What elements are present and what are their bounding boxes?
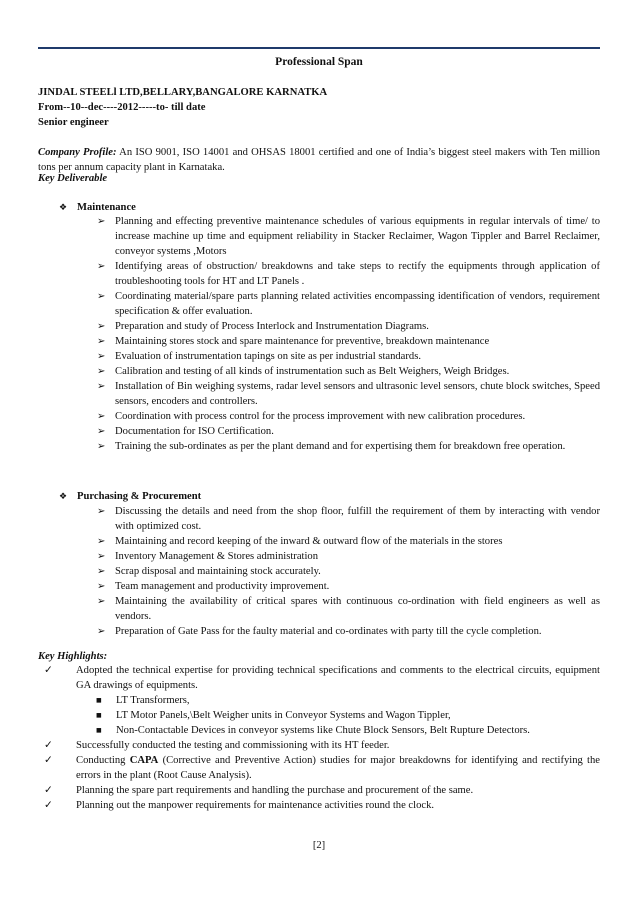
list-item: ■ LT Motor Panels,\Belt Weigher units in Conveyor Systems and Wagon Tippler,	[96, 710, 451, 721]
job-role: Senior engineer	[38, 117, 109, 128]
list-item: ➢ Team management and productivity improvement.	[97, 581, 330, 592]
list-item: ➢ Coordination with process control for the process improvement with new calibration procedures.	[97, 411, 526, 422]
arrow-bullet-icon: ➢	[97, 291, 106, 302]
list-item: ■ Non-Contactable Devices in conveyor systems like Chute Block Sensors, Belt Rupture Detectors.	[96, 725, 530, 736]
square-bullet-icon: ■	[96, 712, 102, 719]
arrow-bullet-icon: ➢	[97, 441, 106, 452]
key-deliverable-heading: Key Deliverable	[38, 173, 108, 184]
list-item: ➢ Calibration and testing of all kinds of instrumentation such as Belt Weighers, Weigh Bridges.	[97, 366, 510, 377]
list-item: ➢ Preparation and study of Process Interlock and Instrumentation Diagrams.	[97, 321, 429, 332]
purchasing-heading	[59, 489, 201, 505]
arrow-bullet-icon: ➢	[97, 336, 106, 347]
arrow-bullet-icon: ➢	[97, 366, 106, 377]
arrow-bullet-icon: ➢	[97, 351, 106, 362]
checkmark-icon: ✓	[44, 784, 53, 796]
list-item: ➢ Planning and effecting preventive maintenance schedules of various equipments in regular intervals of time/ to increase machine up time and equipment reliability in Stacker Reclaimer, Wagon Tippler and Barrel Reclaimer, conveyor systems ,Motors	[97, 216, 600, 257]
arrow-bullet-icon: ➢	[97, 596, 106, 607]
list-item: ■ LT Transformers,	[96, 695, 190, 706]
arrow-bullet-icon: ➢	[97, 566, 106, 577]
page-number: [2]	[312, 840, 326, 851]
purchasing-heading-label: Purchasing & Procurement	[77, 491, 202, 502]
company-profile-text: An ISO 9001, ISO 14001 and OHSAS 18001 certified and one of India’s biggest steel makers with Ten million tons per annum capacity plant in Karnataka.	[38, 147, 601, 173]
arrow-bullet-icon: ➢	[97, 261, 106, 272]
arrow-bullet-icon: ➢	[97, 216, 106, 227]
checkmark-icon: ✓	[44, 754, 53, 766]
sub-list	[76, 693, 600, 738]
maintenance-heading-label: Maintenance	[77, 202, 136, 213]
purchasing-list	[97, 504, 600, 639]
list-item: ➢ Documentation for ISO Certification.	[97, 426, 274, 437]
highlights-list	[44, 663, 600, 813]
list-item: ➢ Installation of Bin weighing systems, radar level sensors and ultrasonic level sensors, chute block switches, Speed sensors, encoders and controllers.	[97, 381, 600, 407]
list-item: ✓ Planning the spare part requirements and handling the purchase and procurement of the same.	[44, 784, 474, 796]
arrow-bullet-icon: ➢	[97, 321, 106, 332]
arrow-bullet-icon: ➢	[97, 411, 106, 422]
list-item: ➢ Training the sub-ordinates as per the plant demand and for expertising them for breakdown free operation.	[97, 441, 566, 452]
list-item: ➢ Preparation of Gate Pass for the faulty material and co-ordinates with party till the cycle completion.	[97, 626, 542, 637]
company-profile	[38, 145, 600, 175]
list-item: ✓ Conducting CAPA (Corrective and Preventive Action) studies for major breakdowns for identifying and rectifying the errors in the plant (Root Cause Analysis).	[44, 754, 600, 781]
list-item: ➢ Maintaining the availability of critical spares with continuous co-ordination with field engineers as well as vendors.	[97, 596, 600, 622]
arrow-bullet-icon: ➢	[97, 381, 106, 392]
arrow-bullet-icon: ➢	[97, 426, 106, 437]
maintenance-list	[97, 214, 600, 454]
checkmark-icon: ✓	[44, 799, 53, 811]
list-item: ➢ Evaluation of instrumentation tapings on site as per industrial standards.	[97, 351, 421, 362]
list-item: ✓ Planning out the manpower requirements for maintenance activities round the clock.	[44, 799, 435, 811]
employment-period: From--10--dec----2012-----to- till date	[38, 102, 206, 113]
list-item: ✓ Adopted the technical expertise for providing technical specifications and comments to the electrical circuits, equipment GA drawings of equipments. ■ LT Transformers, ■ LT Motor Panels,\Belt Weigher units in Conveyor Systems and Wagon Tippler, ■ Non-Contactable Devices in conveyor systems like Chute Block Sensors, Belt Rupture Detectors.	[44, 664, 600, 736]
arrow-bullet-icon: ➢	[97, 626, 106, 637]
arrow-bullet-icon: ➢	[97, 536, 106, 547]
list-item: ➢ Maintaining stores stock and spare maintenance for preventive, breakdown maintenance	[97, 336, 490, 347]
list-item: ➢ Scrap disposal and maintaining stock accurately.	[97, 566, 321, 577]
checkmark-icon: ✓	[44, 664, 53, 676]
arrow-bullet-icon: ➢	[97, 506, 106, 517]
section-title: Professional Span	[275, 56, 363, 68]
diamond-bullet-icon: ❖	[59, 492, 68, 502]
list-item: ➢ Identifying areas of obstruction/ breakdowns and take steps to rectify the equipments through application of troubleshooting tools for HT and LT Panels .	[97, 261, 600, 287]
list-item: ➢ Maintaining and record keeping of the inward & outward flow of the materials in the stores	[97, 536, 503, 547]
company-name: JINDAL STEELl LTD,BELLARY,BANGALORE KARNATKA	[38, 87, 328, 98]
company-profile-label: Company Profile:	[38, 147, 117, 158]
arrow-bullet-icon: ➢	[97, 551, 106, 562]
header-rule	[38, 47, 600, 49]
key-highlights-heading: Key Highlights:	[38, 651, 108, 662]
list-item: ➢ Inventory Management & Stores administration	[97, 551, 319, 562]
checkmark-icon: ✓	[44, 739, 53, 751]
list-item: ✓ Successfully conducted the testing and commissioning with its HT feeder.	[44, 739, 390, 751]
list-item: ➢ Discussing the details and need from the shop floor, fulfill the requirement of them by interacting with vendor with optimized cost.	[97, 506, 600, 532]
square-bullet-icon: ■	[96, 727, 102, 734]
arrow-bullet-icon: ➢	[97, 581, 106, 592]
square-bullet-icon: ■	[96, 697, 102, 704]
list-item: ➢ Coordinating material/spare parts planning related activities encompassing identification of vendors, requirement specification & offer evaluation.	[97, 291, 600, 317]
diamond-bullet-icon: ❖	[59, 203, 68, 213]
